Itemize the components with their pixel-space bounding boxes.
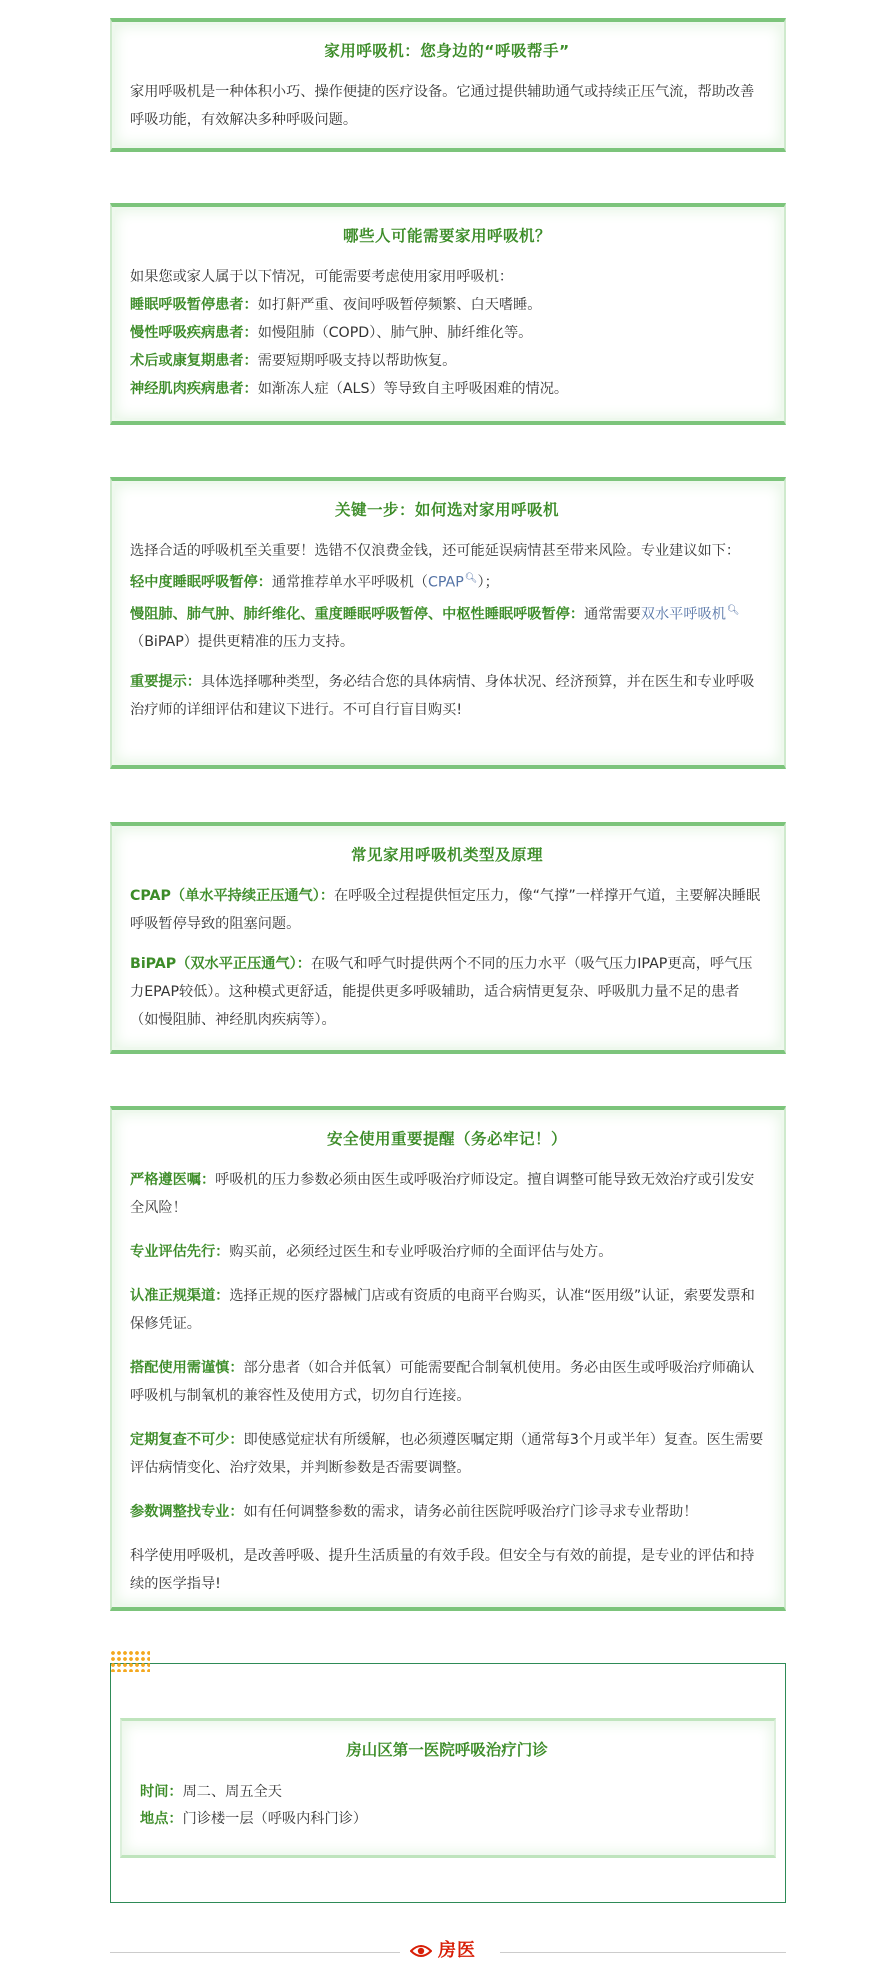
item-text: 通常需要 [584, 606, 641, 623]
card-intro: 如果您或家人属于以下情况，可能需要考虑使用家用呼吸机： [130, 269, 514, 285]
footer-divider-right [500, 1952, 786, 1953]
card-title: 哪些人可能需要家用呼吸机？ [342, 227, 551, 245]
item-text: 如慢阻肺（COPD）、肺气肿、肺纤维化等。 [257, 325, 533, 341]
safety-item [130, 1498, 764, 1526]
item-label: 轻中度睡眠呼吸暂停： [130, 574, 272, 591]
item-text: 购买前，必须经过医生和专业呼吸治疗师的全面评估与处方。 [229, 1244, 613, 1260]
bipap-text: 在吸气和呼气时提供两个不同的压力水平（吸气压力IPAP更高，呼气压力EPAP较低）。这种模式更舒适，能提供更多呼吸辅助，适合病情更复杂、呼吸肌力量不足的患者（如慢阻肺、神经肌肉疾病等）。 [130, 956, 753, 1028]
list-item [130, 319, 764, 347]
cpap-paragraph [130, 882, 764, 938]
item-text: 需要短期呼吸支持以帮助恢复。 [257, 353, 457, 369]
cpap-link[interactable]: CPAP [427, 574, 464, 591]
dot-pattern-icon [110, 1650, 150, 1672]
place-label: 地点： [140, 1811, 183, 1827]
clinic-time [140, 1779, 754, 1806]
time-value: 周二、周五全天 [182, 1784, 282, 1800]
item-text: 通常推荐单水平呼吸机（ [271, 574, 428, 591]
item-label: 专业评估先行： [130, 1244, 230, 1260]
clinic-title: 房山区第一医院呼吸治疗门诊 [346, 1741, 548, 1759]
item-label: 睡眠呼吸暂停患者： [130, 297, 258, 313]
item-text-end: （BiPAP）提供更精准的压力支持。 [130, 634, 355, 651]
item-text: 部分患者（如合并低氧）可能需要配合制氧机使用。务必由医生或呼吸治疗师确认呼吸机与制氧机的兼容性及使用方式，切勿自行连接。 [130, 1360, 755, 1404]
item-text: 如有任何调整参数的需求，请务必前往医院呼吸治疗门诊寻求专业帮助！ [243, 1504, 698, 1520]
item-text: 如渐冻人症（ALS）等导致自主呼吸困难的情况。 [257, 381, 569, 397]
how-to-choose-card [110, 477, 786, 769]
card-title: 家用呼吸机：您身边的“呼吸帮手” [324, 42, 570, 60]
item-label: 定期复查不可少： [130, 1432, 244, 1448]
item-label: 术后或康复期患者： [130, 353, 258, 369]
bipap-link[interactable]: 双水平呼吸机 [640, 606, 726, 623]
card-body: 家用呼吸机是一种体积小巧、操作便捷的医疗设备。它通过提供辅助通气或持续正压气流，帮助改善呼吸功能，有效解决多种呼吸问题。 [130, 84, 755, 128]
item-label: 神经肌肉疾病患者： [130, 381, 258, 397]
intro-card [110, 18, 786, 152]
cpap-label: CPAP（单水平持续正压通气）： [130, 888, 335, 904]
footer-logo [410, 1938, 490, 1964]
bipap-paragraph [130, 950, 764, 1034]
card-intro: 选择合适的呼吸机至关重要！选错不仅浪费金钱，还可能延误病情甚至带来风险。专业建议如下： [130, 543, 741, 559]
item-label: 认准正规渠道： [130, 1288, 230, 1304]
item-label: 参数调整找专业： [130, 1504, 244, 1520]
who-needs-card [110, 203, 786, 425]
safety-item [130, 1426, 764, 1482]
item-label: 慢阻肺、肺气肿、肺纤维化、重度睡眠呼吸暂停、中枢性睡眠呼吸暂停： [130, 606, 585, 623]
safety-item [130, 1282, 764, 1338]
item-label: 搭配使用需谨慎： [130, 1360, 244, 1376]
item-label: 严格遵医嘱： [130, 1172, 216, 1188]
safety-card [110, 1106, 786, 1611]
bipap-label: BiPAP（双水平正压通气）： [130, 956, 311, 972]
search-icon[interactable]: 🔍︎ [464, 573, 478, 584]
tip-paragraph [130, 668, 764, 724]
cpap-text: 在呼吸全过程提供恒定压力，像“气撑”一样撑开气道，主要解决睡眠呼吸暂停导致的阻塞问题。 [130, 888, 761, 932]
list-item [130, 347, 764, 375]
time-label: 时间： [140, 1784, 183, 1800]
item-text: 即使感觉症状有所缓解，也必须遵医嘱定期（通常每3个月或半年）复查。医生需要评估病情变化、治疗效果，并判断参数是否需要调整。 [130, 1432, 764, 1476]
search-icon[interactable]: 🔍︎ [726, 604, 740, 616]
tip-label: 重要提示： [130, 674, 201, 691]
footer-divider-left [110, 1952, 400, 1953]
list-item [130, 375, 764, 403]
item-label: 慢性呼吸疾病患者： [130, 325, 258, 341]
item-text-end: ）； [477, 574, 499, 591]
safety-item [130, 1166, 764, 1222]
types-card [110, 822, 786, 1054]
safety-item [130, 1354, 764, 1410]
card-title: 关键一步：如何选对家用呼吸机 [334, 501, 559, 519]
card-title: 常见家用呼吸机类型及原理 [350, 846, 543, 864]
card-title: 安全使用重要提醒（务必牢记！） [326, 1130, 567, 1148]
clinic-place [140, 1806, 754, 1833]
list-item [130, 565, 764, 597]
clinic-card [120, 1718, 776, 1858]
list-item [130, 291, 764, 319]
tip-text: 具体选择哪种类型，务必结合您的具体病情、身体状况、经济预算，并在医生和专业呼吸治疗师的详细评估和建议下进行。不可自行盲目购买! [130, 674, 755, 719]
safety-item [130, 1238, 764, 1266]
item-text: 选择正规的医疗器械门店或有资质的电商平台购买，认准“医用级”认证，索要发票和保修凭证。 [130, 1288, 755, 1332]
place-value: 门诊楼一层（呼吸内科门诊） [182, 1811, 368, 1827]
list-item [130, 597, 764, 657]
closing-text: 科学使用呼吸机，是改善呼吸、提升生活质量的有效手段。但安全与有效的前提，是专业的评估和持续的医学指导! [130, 1548, 755, 1592]
item-text: 呼吸机的压力参数必须由医生或呼吸治疗师设定。擅自调整可能导致无效治疗或引发安全风险！ [130, 1172, 755, 1216]
item-text: 如打鼾严重、夜间呼吸暂停频繁、白天嗜睡。 [257, 297, 542, 313]
eye-logo-icon [410, 1944, 432, 1958]
footer-logo-text: 房医 [438, 1940, 476, 1961]
